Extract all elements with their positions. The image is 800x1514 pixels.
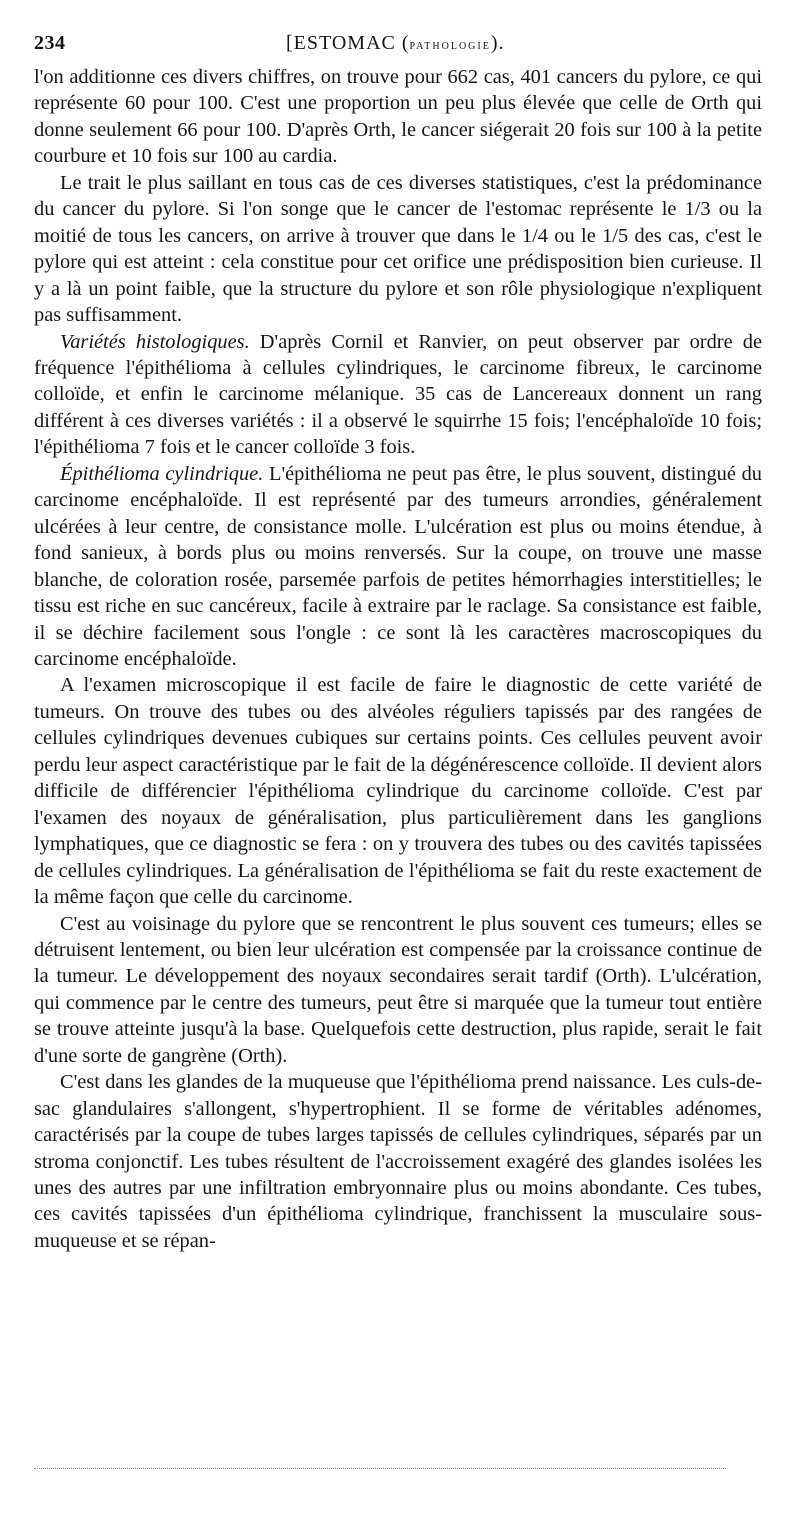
paragraph-text: Le trait le plus saillant en tous cas de ces diverses statistiques, c'est la prédominance du cancer du pylore. Si l'on songe que le cancer de l'estomac représente le 1/3 ou la moitié de tous les cancers, on arrive à trouver que dans le 1/4 ou le 1/5 des cas, c'est le pylore qui est atteint : cela constitue pour cet orifice une prédisposition bien curieuse. Il y a là un point faible, que la structure du pylore et son rôle physiologique n'expliquent pas suffisamment. xyxy=(34,171,762,327)
paragraph-text: A l'examen microscopique il est facile de faire le diagnostic de cette variété de tumeurs. On trouve des tubes ou des alvéoles réguliers tapissés par des rangées de cellules cylindriques devenues cubiques sur certains points. Ces cellules peuvent avoir perdu leur aspect caractéristique par le fait de la dégénérescence colloïde. Il devient alors difficile de différencier l'épithélioma cylindrique du carcinome colloïde. C'est par l'examen des noyaux de généralisation, plus particulièrement dans les ganglions lymphatiques, que ce diagnostic se fera : on y trouvera des tubes ou des cavités tapissées de cellules cylindriques. La généralisation de l'épithélioma se fait du reste exactement de la même façon que celle du carcinome. xyxy=(34,674,762,909)
running-title-main: [ESTOMAC ( xyxy=(286,32,410,54)
paragraph xyxy=(34,461,762,673)
section-heading: Variétés histologiques. xyxy=(60,330,250,353)
page-header xyxy=(34,32,764,60)
section-heading: Épithélioma cylindrique. xyxy=(60,462,264,485)
running-title-end: ). xyxy=(490,32,505,54)
paragraph-text: l'on additionne ces divers chiffres, on trouve pour 662 cas, 401 cancers du pylore, ce qui représente 60 pour 100. C'est une proportion un peu plus élevée que celle de Orth qui donne seulement 66 pour 100. D'après Orth, le cancer siégerait 20 fois sur 100 à la petite courbure et 10 fois sur 100 au cardia. xyxy=(34,66,762,168)
paragraph xyxy=(34,1069,762,1254)
paragraph-text: L'épithélioma ne peut pas être, le plus souvent, distingué du carcinome encéphaloïde. Il est représenté par des tumeurs arrondies, généralement ulcérées à leur centre, de consistance molle. L'ulcération est plus ou moins étendue, à fond sanieux, à bords plus ou moins renversés. Sur la coupe, on trouve une masse blanche, de coloration rosée, parsemée parfois de petites hémorrhagies interstitielles; le tissu est riche en suc cancéreux, facile à extraire par le raclage. Sa consistance est faible, il se déchire facilement sous l'ongle : ce sont là les caractères macroscopiques du carcinome encéphaloïde. xyxy=(34,462,762,670)
paragraph xyxy=(34,911,762,1070)
page-number: 234 xyxy=(34,32,66,54)
paragraph xyxy=(34,170,762,329)
paragraph xyxy=(34,672,762,910)
paragraph-text: D'après Cornil et Ranvier, on peut observer par ordre de fréquence l'épithélioma à cellules cylindriques, le carcinome fibreux, le carcinome colloïde, et enfin le carcinome mélanique. 35 cas de Lancereaux donnent un rang différent à ces diverses variétés : il a observé le squirrhe 15 fois; l'encéphaloïde 10 fois; l'épithélioma 7 fois et le cancer colloïde 3 fois. xyxy=(34,330,762,459)
paragraph xyxy=(34,329,762,461)
running-title xyxy=(286,32,505,55)
paragraph-text: C'est au voisinage du pylore que se rencontrent le plus souvent ces tumeurs; elles se détruisent lentement, ou bien leur ulcération est compensée par la croissance continue de la tumeur. Le développement des noyaux secondaires serait tardif (Orth). L'ulcération, qui commence par le centre des tumeurs, peut être si marquée que la tumeur tout entière se trouve atteinte jusqu'à la base. Quelquefois cette destruction, plus rapide, serait le fait d'une sorte de gangrène (Orth). xyxy=(34,912,762,1067)
paragraph-text: C'est dans les glandes de la muqueuse que l'épithélioma prend naissance. Les culs-de-sac glandulaires s'allongent, s'hypertrophient. Il se forme de véritables adénomes, caractérisés par la coupe de tubes larges tapissés de cellules cylindriques, séparés par un stroma conjonctif. Les tubes résultent de l'accroissement exagéré des glandes isolées les unes des autres par une infiltration embryonnaire plus ou moins abondante. Ces tubes, ces cavités tapissées d'un épithélioma cylindrique, franchissent la musculaire sous-muqueuse et se répan- xyxy=(34,1071,762,1252)
body-text xyxy=(34,64,762,1254)
running-title-smallcaps: pathologie xyxy=(409,38,491,53)
paragraph xyxy=(34,64,762,170)
footer-dotted-rule xyxy=(34,1468,726,1469)
